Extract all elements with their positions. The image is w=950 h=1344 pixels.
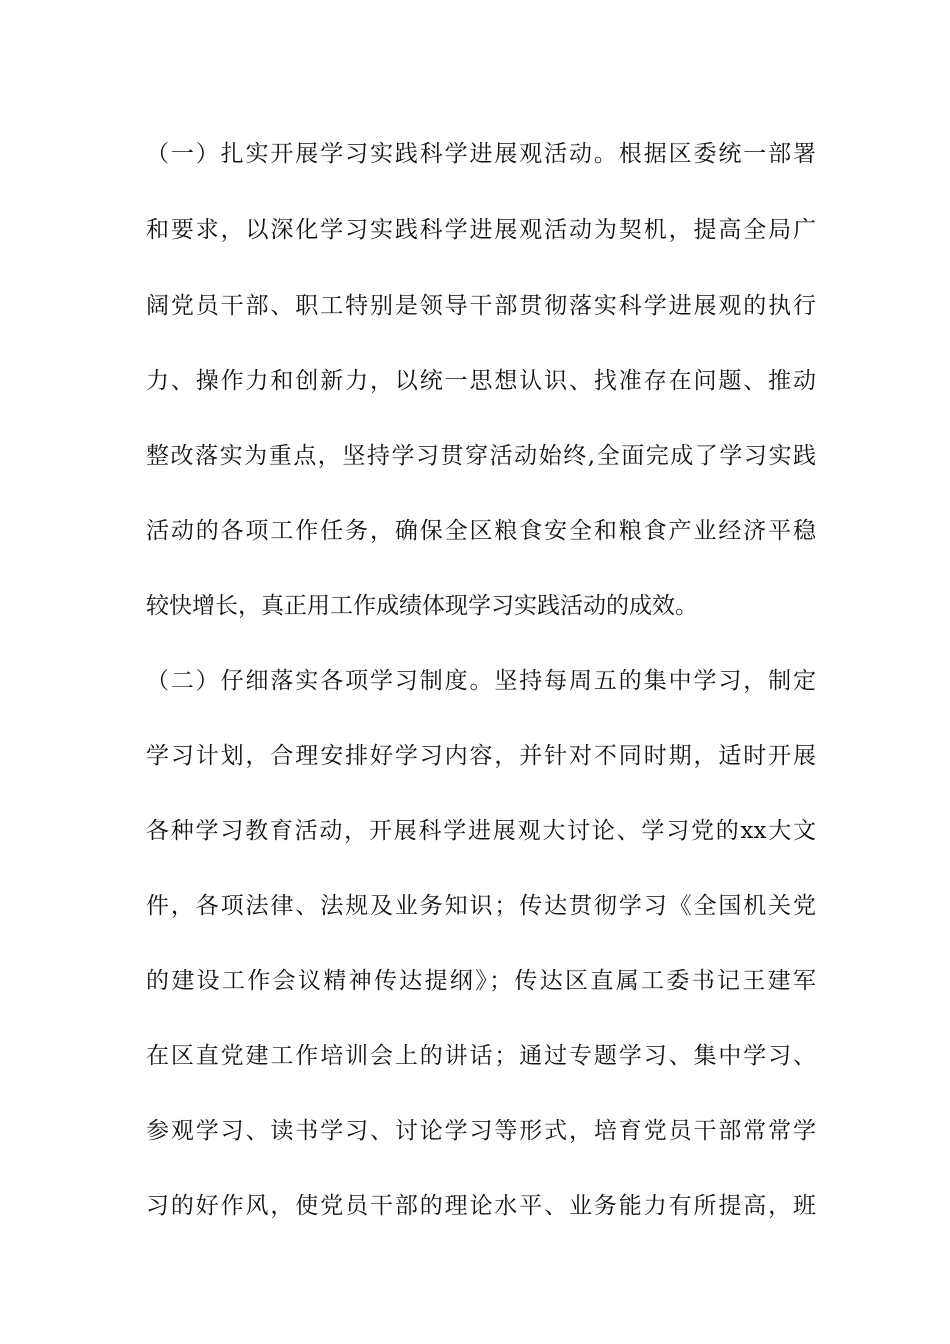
paragraph-1-line-3: 阔党员干部、职工特别是领导干部贯彻落实科学进展观的执行 (146, 293, 816, 319)
paragraph-1-line-4: 力、操作力和创新力，以统一思想认识、找准存在问题、推动 (146, 368, 816, 394)
paragraph-2-line-4: 件，各项法律、法规及业务知识；传达贯彻学习《全国机关党 (146, 893, 816, 919)
paragraph-2-line-5: 的建设工作会议精神传达提纲》；传达区直属工委书记王建军 (146, 968, 816, 994)
paragraph-1-line-6: 活动的各项工作任务，确保全区粮食安全和粮食产业经济平稳 (146, 518, 816, 544)
paragraph-2-line-7: 参观学习、读书学习、讨论学习等形式，培育党员干部常常学 (146, 1118, 816, 1144)
paragraph-2-line-3: 各种学习教育活动，开展科学进展观大讨论、学习党的xx大文 (146, 818, 816, 844)
paragraph-2-line-2: 学习计划，合理安排好学习内容，并针对不同时期，适时开展 (146, 743, 816, 769)
paragraph-2-line-8: 习的好作风，使党员干部的理论水平、业务能力有所提高，班 (146, 1193, 816, 1219)
paragraph-1-line-7: 较快增长，真正用工作成绩体现学习实践活动的成效。 (146, 593, 698, 619)
paragraph-1-line-1: （一）扎实开展学习实践科学进展观活动。根据区委统一部署 (146, 141, 816, 167)
paragraph-1-line-2: 和要求，以深化学习实践科学进展观活动为契机，提高全局广 (146, 217, 816, 243)
paragraph-2-line-6: 在区直党建工作培训会上的讲话；通过专题学习、集中学习、 (146, 1043, 816, 1069)
paragraph-1-line-5: 整改落实为重点，坚持学习贯穿活动始终,全面完成了学习实践 (146, 443, 816, 469)
paragraph-2-line-1: （二）仔细落实各项学习制度。坚持每周五的集中学习，制定 (146, 668, 816, 694)
